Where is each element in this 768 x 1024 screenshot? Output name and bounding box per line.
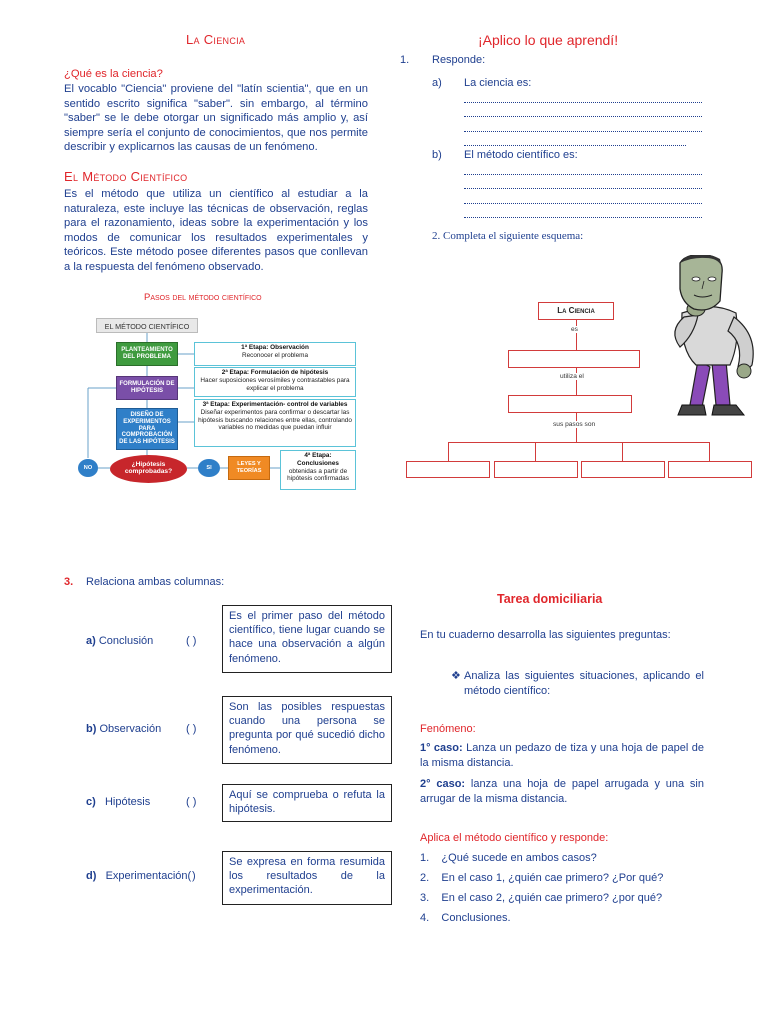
definition-box-2: Son las posibles respuestas cuando una persona se pregunta por qué sucedió dicho fenómeno. xyxy=(222,696,392,764)
caso-1 xyxy=(420,741,704,770)
definition-box-1: Es el primer paso del método científico, tiene lugar cuando se hace una observación a algún fenómeno. xyxy=(222,605,392,673)
leyes-box: LEYES Y TEORÍAS xyxy=(228,456,270,480)
pregunta-4-text: Conclusiones. xyxy=(441,912,511,924)
hipotesis-ellipse: ¿Hipótesis comprobadas? xyxy=(110,455,187,483)
etapa1-box xyxy=(194,342,356,366)
diagram-header: EL MÉTODO CIENTÍFICO xyxy=(96,318,198,333)
metodo-title: El Método Científico xyxy=(64,169,188,184)
esquema-box-2[interactable] xyxy=(508,395,632,413)
pregunta-1-number: 1. xyxy=(420,852,430,864)
pregunta-2 xyxy=(420,871,663,886)
la-ciencia-title: La Ciencia xyxy=(186,32,246,47)
b-label: b) xyxy=(432,149,442,161)
relaciona-number: 3. xyxy=(64,576,74,588)
planteamiento-box: PLANTEAMIENTO DEL PROBLEMA xyxy=(116,342,178,366)
pregunta-3-text: En el caso 2, ¿quién cae primero? ¿por qué? xyxy=(441,892,663,904)
tarea-title: Tarea domiciliaria xyxy=(497,592,603,606)
aplico-title: ¡Aplico lo que aprendí! xyxy=(478,32,619,48)
no-circle: NO xyxy=(78,459,98,477)
definition-box-3: Aquí se comprueba o refuta la hipótesis. xyxy=(222,784,392,822)
pregunta-2-number: 2. xyxy=(420,872,430,884)
relaciona-item-d xyxy=(86,870,191,882)
pregunta-4 xyxy=(420,911,511,926)
caso-1-text: Lanza un pedazo de tiza y una hoja de papel de la misma distancia. xyxy=(420,742,704,769)
esquema-step-box-4[interactable] xyxy=(668,461,752,478)
relaciona-item-b xyxy=(86,723,161,735)
item1-label: Responde: xyxy=(432,54,486,66)
a-label: a) xyxy=(432,77,442,89)
esquema-step-box-1[interactable] xyxy=(406,461,490,478)
a-answer-lines[interactable] xyxy=(464,88,702,146)
tarea-intro: En tu cuaderno desarrolla las siguientes preguntas: xyxy=(420,629,671,641)
pregunta-3 xyxy=(420,891,662,906)
metodo-diagram xyxy=(70,310,370,495)
etapa3-desc: Diseñar experimentos para confirmar o descartar las hipótesis buscando relaciones entre ellas, controlando variables no medidas que puedan influir xyxy=(198,408,352,432)
caso-2-text: lanza una hoja de papel arrugada y una sin arrugar de la misma distancia. xyxy=(420,778,704,805)
item-d-text: Experimentación( xyxy=(105,870,192,882)
esquema-es: es xyxy=(571,326,578,333)
thinking-character-illustration xyxy=(640,255,768,425)
item-b-blank[interactable]: ( ) xyxy=(186,723,197,735)
etapa1-title: 1ª Etapa: Observación xyxy=(241,344,309,351)
etapa2-title: 2ª Etapa: Formulación de hipótesis xyxy=(221,369,329,376)
aplica-label: Aplica el método científico y responde: xyxy=(420,832,609,844)
formulacion-box: FORMULACIÓN DE HIPÓTESIS xyxy=(116,376,178,400)
etapa4-desc: obtenidas a partir de hipótesis confirmadas xyxy=(287,467,349,483)
pregunta-1-text: ¿Qué sucede en ambos casos? xyxy=(441,852,597,864)
relaciona-item-c xyxy=(86,796,150,808)
metodo-paragraph: Es el método que utiliza un científico al estudiar a la naturaleza, este incluye las técnicas de observación, reglas para el razonamiento, ideas sobre la experimentación y los modos de comunicar los resultados experimentales y teóricos. Este método posee diferentes pasos que conllevan a la respuesta del fenómeno observado. xyxy=(64,188,368,273)
esquema-pasos: sus pasos son xyxy=(553,421,596,428)
esquema-step-box-2[interactable] xyxy=(494,461,578,478)
esquema-box-1[interactable] xyxy=(508,350,640,368)
relaciona-item-a xyxy=(86,635,153,647)
b-answer-lines[interactable] xyxy=(464,160,702,218)
tarea-bullet-text: Analiza las siguientes situaciones, aplicando el método científico: xyxy=(464,670,704,697)
relaciona-title: Relaciona ambas columnas: xyxy=(86,576,225,588)
si-circle: SI xyxy=(198,459,220,477)
caso-1-label: 1° caso: xyxy=(420,742,463,754)
a-text: La ciencia es: xyxy=(464,77,532,89)
pregunta-1 xyxy=(420,851,597,866)
esquema-top-box: La Ciencia xyxy=(538,302,614,320)
fenomeno-label: Fenómeno: xyxy=(420,723,476,735)
etapa2-desc: Hacer suposiciones verosímiles y contrastables para explicar el problema xyxy=(200,376,350,392)
pasos-title: Pasos del método científico xyxy=(144,292,262,303)
pregunta-2-text: En el caso 1, ¿quién cae primero? ¿Por qué? xyxy=(441,872,664,884)
pregunta-4-number: 4. xyxy=(420,912,430,924)
etapa4-box xyxy=(280,450,356,490)
item-d-label: d) xyxy=(86,870,97,882)
esquema-step-box-3[interactable] xyxy=(581,461,665,478)
etapa1-desc: Reconocer el problema xyxy=(241,351,309,359)
item-a-text: Conclusión xyxy=(98,635,154,647)
b-text: El método científico es: xyxy=(464,149,578,161)
etapa3-box xyxy=(194,399,356,447)
item-a-label: a) xyxy=(86,635,96,647)
etapa2-box xyxy=(194,367,356,397)
diamond-bullet-icon: ❖ xyxy=(451,670,461,682)
item2-label: 2. Completa el siguiente esquema: xyxy=(432,230,584,242)
item-c-text: Hipótesis xyxy=(104,796,151,808)
item-b-label: b) xyxy=(86,723,97,735)
etapa4-title: 4ª Etapa: Conclusiones xyxy=(297,452,339,467)
item-a-blank[interactable]: ( ) xyxy=(186,635,197,647)
que-es-heading: ¿Qué es la ciencia? xyxy=(64,68,163,80)
item-c-blank[interactable]: ( ) xyxy=(186,796,197,808)
etapa3-title: 3ª Etapa: Experimentación- control de variables xyxy=(202,401,348,408)
definition-box-4: Se expresa en forma resumida los resultados de la experimentación. xyxy=(222,851,392,905)
caso-2-label: 2° caso: xyxy=(420,778,466,790)
item-b-text: Observación xyxy=(99,723,162,735)
esquema-area xyxy=(404,255,768,485)
ciencia-paragraph: El vocablo "Ciencia" proviene del "latín scientia", que en un sentido escrito significa "saber". sin embargo, al término "saber" se le debe otorgar un significado más amplio y, así siempre sería el conjunto de conocimientos, que nos permite describir y explicarnos las causas de un fenómeno. xyxy=(64,83,368,154)
diseno-box: DISEÑO DE EXPERIMENTOS PARA COMPROBACIÓN DE LAS HIPÓTESIS xyxy=(116,408,178,450)
item-c-label: c) xyxy=(86,796,96,808)
esquema-utiliza: utiliza el xyxy=(560,373,584,380)
caso-2 xyxy=(420,777,704,806)
item-d-blank[interactable]: ) xyxy=(192,870,196,882)
pregunta-3-number: 3. xyxy=(420,892,430,904)
item1-number: 1. xyxy=(400,54,410,66)
